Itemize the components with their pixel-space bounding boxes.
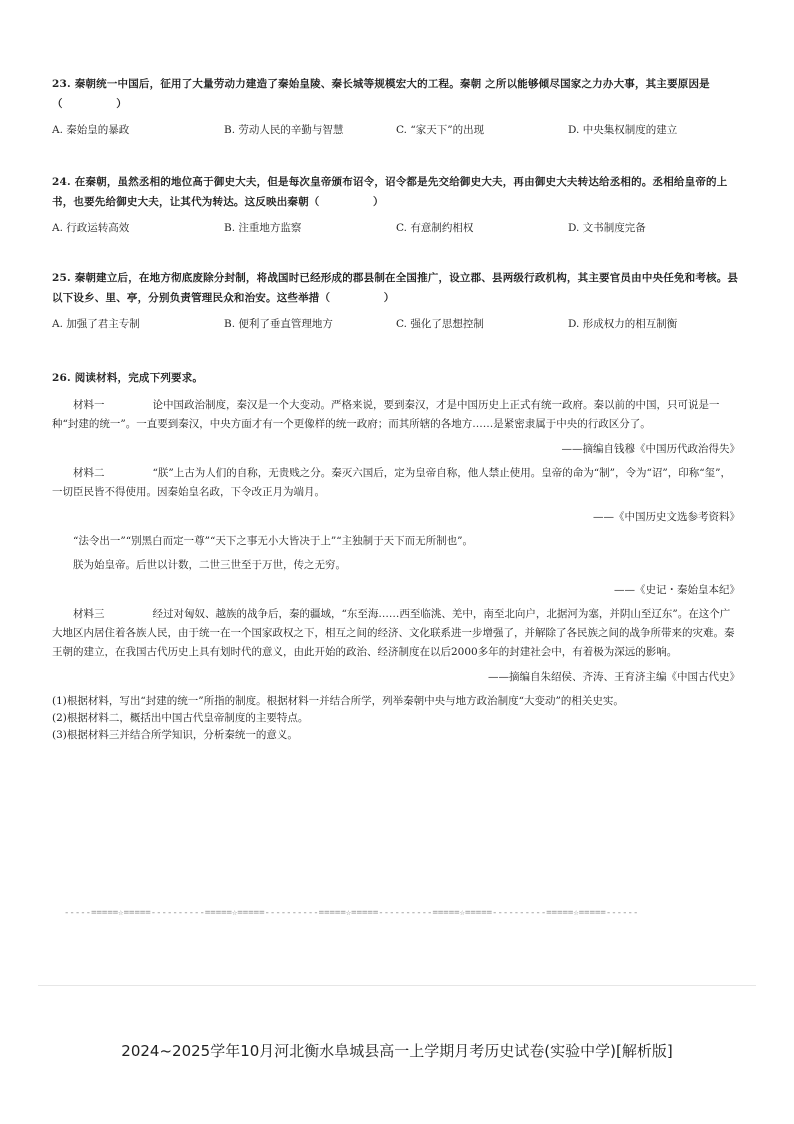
material-one-text: 论中国政治制度，秦汉是一个大变动。严格来说，要到秦汉，才是中国历史上正式有统一政府。秦以前的中国，只可说是一种“封建的统一”。一直要到秦汉，中央方面才有一个更像样的统一政府；而其所辖的各地方……是紧密隶属于中央的行政区分了。 — [52, 399, 720, 430]
option-row — [52, 220, 742, 236]
question-stem: 24. 在秦朝，虽然丞相的地位高于御史大夫，但是每次皇帝颁布诏令，诏令都是先交给御史大夫，再由御史大夫转达给丞相的。丞相给皇帝的上书，也要先给御史大夫，让其代为转达。这反映出秦朝（ ） — [52, 176, 728, 208]
option-c: C. “家天下”的出现 — [396, 124, 485, 136]
option-row — [52, 316, 742, 332]
material-three-label: 材料三 — [73, 608, 105, 620]
option-a: A. 秦始皇的暴政 — [52, 124, 130, 136]
material-two — [52, 464, 740, 502]
question-26-title: 26. 阅读材料，完成下列要求。 — [52, 372, 204, 384]
question-26 — [52, 368, 740, 744]
option-a: A. 加强了君主专制 — [52, 318, 140, 330]
material-three — [52, 605, 740, 662]
option-d: D. 文书制度完备 — [568, 222, 646, 234]
star-divider: -----=====☆=====----------=====☆=====----------=====☆=====----------=====☆=====----------=====☆=====------ — [64, 908, 639, 918]
material-one-source: ——摘编自钱穆《中国历代政治得失》 — [561, 443, 740, 455]
footer-rule — [38, 985, 756, 986]
option-b: B. 劳动人民的辛勤与智慧 — [224, 124, 344, 136]
material-three-source: ——摘编自朱绍侯、齐涛、王育济主编《中国古代史》 — [488, 671, 740, 683]
material-two-label: 材料二 — [73, 467, 105, 479]
sub-question-3: (3)根据材料三并结合所学知识，分析秦统一的意义。 — [52, 729, 298, 741]
material-two-source-2: ——《史记・秦始皇本纪》 — [614, 584, 740, 596]
material-one-label: 材料一 — [73, 399, 105, 411]
sub-question-1: (1)根据材料，写出“封建的统一”所指的制度。根据材料一并结合所学，列举秦朝中央与地方政治制度“大变动”的相关史实。 — [52, 695, 624, 707]
material-three-text: 经过对匈奴、越族的战争后，秦的疆域，“东至海……西至临洮、羌中，南至北向户，北据河为塞，并阴山至辽东”。在这个广大地区内居住着各族人民，由于统一在一个国家政权之下，相互之间的经济、文化联系进一步增强了，并解除了各民族之间的战争所带来的灾难。秦王朝的建立，在我国古代历史上具有划时代的意义，由此开始的政治、经济制度在以后2000多年的封建社会中，有着极为深远的影响。 — [52, 608, 735, 658]
option-a: A. 行政运转高效 — [52, 222, 130, 234]
material-one — [52, 396, 740, 434]
sub-question-2: (2)根据材料二，概括出中国古代皇帝制度的主要特点。 — [52, 712, 309, 724]
question-25 — [52, 268, 742, 332]
option-b: B. 注重地方监察 — [224, 222, 302, 234]
option-row — [52, 122, 742, 138]
question-stem: 25. 秦朝建立后，在地方彻底废除分封制，将战国时已经形成的郡县制在全国推广，设立郡、县两级行政机构，其主要官员由中央任免和考核。县以下设乡、里、亭，分别负责管理民众和治安。这些举措（ ） — [52, 272, 739, 304]
option-d: D. 中央集权制度的建立 — [568, 124, 678, 136]
material-two-source-1: ——《中国历史文选参考资料》 — [593, 511, 740, 523]
option-c: C. 强化了思想控制 — [396, 318, 484, 330]
material-two-quote-2: 朕为始皇帝。后世以计数，二世三世至于万世，传之无穷。 — [73, 559, 346, 571]
document-title-footer: 2024~2025学年10月河北衡水阜城县高一上学期月考历史试卷(实验中学)[解析版] — [121, 1042, 673, 1060]
material-two-text: “朕”上古为人们的自称，无贵贱之分。秦灭六国后，定为皇帝自称，他人禁止使用。皇帝的命为“制”，令为“诏”，印称“玺”，一切臣民皆不得使用。因秦始皇名政，下令改正月为端月。 — [52, 467, 731, 498]
question-24 — [52, 172, 742, 236]
option-c: C. 有意制约相权 — [396, 222, 474, 234]
material-two-quote: “法令出一”“别黑白而定一尊”“天下之事无小大皆决于上”“主独制于天下而无所制也”。 — [73, 535, 473, 547]
question-stem: 23. 秦朝统一中国后，征用了大量劳动力建造了秦始皇陵、秦长城等规模宏大的工程。秦朝 之所以能够倾尽国家之力办大事，其主要原因是 （ ） — [52, 78, 710, 110]
option-b: B. 便利了垂直管理地方 — [224, 318, 333, 330]
sub-questions — [52, 693, 740, 744]
question-23 — [52, 74, 742, 138]
option-d: D. 形成权力的相互制衡 — [568, 318, 678, 330]
